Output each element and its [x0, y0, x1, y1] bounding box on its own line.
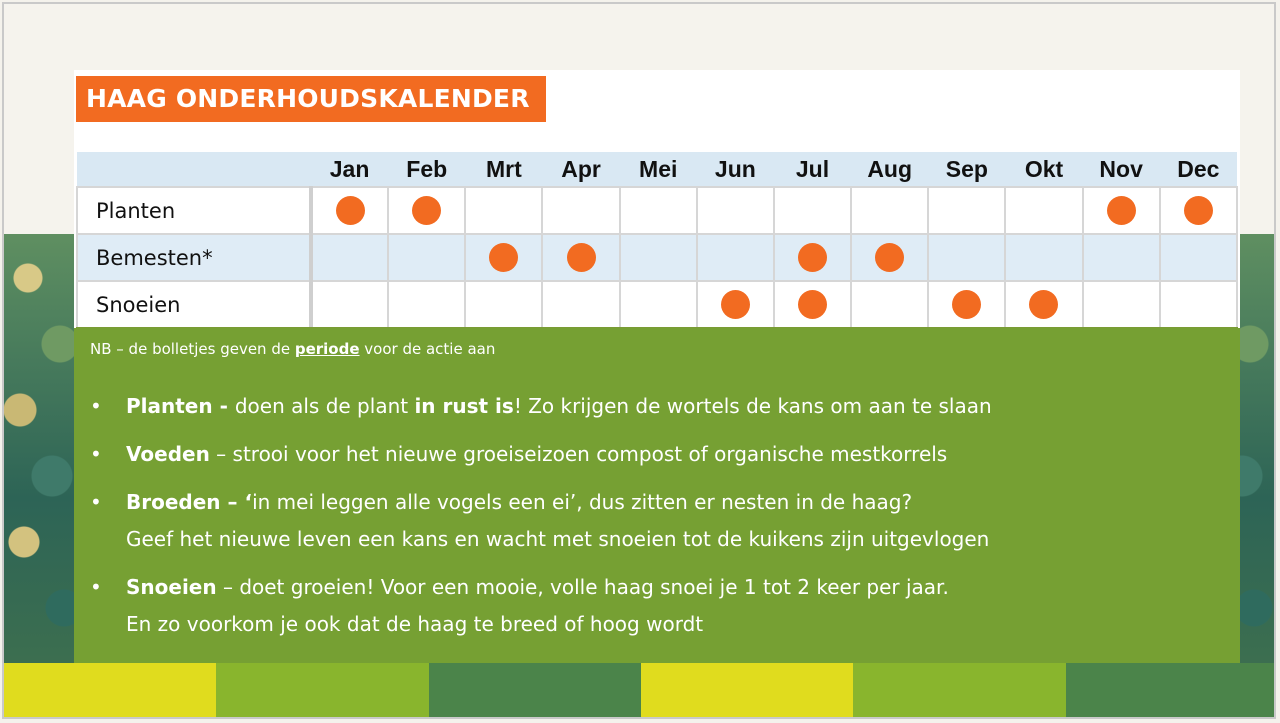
note-text-line2: Geef het nieuwe leven een kans en wacht met snoeien tot de kuikens zijn uitgevlogen	[126, 527, 990, 551]
period-dot-icon	[412, 196, 441, 225]
calendar-cell	[1160, 187, 1237, 234]
month-header-feb: Feb	[388, 152, 465, 187]
note-text-part: doen als de plant	[234, 394, 415, 418]
legend-note-prefix: NB – de bolletjes geven de	[90, 340, 295, 358]
month-header-sep: Sep	[928, 152, 1005, 187]
bullet-icon: •	[90, 442, 102, 466]
period-dot-icon	[489, 243, 518, 272]
month-header-mrt: Mrt	[465, 152, 542, 187]
footer-color-bar	[853, 663, 1065, 717]
page-title: HAAG ONDERHOUDSKALENDER	[76, 76, 546, 122]
calendar-cell	[388, 187, 465, 234]
calendar-cell	[1005, 234, 1082, 281]
calendar-row	[77, 281, 1237, 329]
note-item	[88, 484, 1218, 558]
calendar-cell	[542, 187, 619, 234]
calendar-cell	[697, 187, 774, 234]
calendar-cell	[928, 187, 1005, 234]
calendar-cell	[620, 187, 697, 234]
row-label: Snoeien	[77, 281, 311, 329]
period-dot-icon	[875, 243, 904, 272]
calendar-cell	[774, 234, 851, 281]
period-dot-icon	[798, 243, 827, 272]
note-item	[88, 436, 1218, 473]
bullet-icon: •	[90, 490, 102, 514]
calendar-cell	[851, 187, 928, 234]
calendar-cell	[620, 281, 697, 329]
calendar-row	[77, 234, 1237, 281]
note-text-part: ! Zo krijgen de wortels de kans om aan te slaan	[513, 394, 992, 418]
calendar-cell	[697, 234, 774, 281]
note-text-part: in rust is	[414, 394, 514, 418]
legend-note-emphasis: periode	[294, 340, 360, 358]
calendar-cell	[1083, 234, 1160, 281]
month-header-dec: Dec	[1160, 152, 1237, 187]
footer-color-bar	[429, 663, 641, 717]
calendar-cell	[774, 281, 851, 329]
note-text-part: – strooi voor het nieuwe groeiseizoen compost of organische mestkorrels	[209, 442, 948, 466]
note-text-part: Planten -	[126, 394, 235, 418]
calendar-cell	[928, 281, 1005, 329]
corner-cell	[77, 152, 311, 187]
calendar-cell	[465, 281, 542, 329]
calendar-cell	[928, 234, 1005, 281]
maintenance-calendar-table	[76, 152, 1238, 331]
notes-panel	[74, 328, 1240, 667]
note-text-part: – doet groeien! Voor een mooie, volle haag snoei je 1 tot 2 keer per jaar.	[216, 575, 949, 599]
period-dot-icon	[798, 290, 827, 319]
note-item	[88, 388, 1218, 425]
month-header-jan: Jan	[311, 152, 388, 187]
note-text-line2: En zo voorkom je ook dat de haag te breed of hoog wordt	[126, 612, 704, 636]
footer-color-bars	[4, 663, 1276, 717]
calendar-cell	[1160, 234, 1237, 281]
row-label: Planten	[77, 187, 311, 234]
period-dot-icon	[1107, 196, 1136, 225]
calendar-cell	[851, 234, 928, 281]
calendar-cell	[1083, 281, 1160, 329]
legend-note	[90, 340, 495, 358]
calendar-cell	[851, 281, 928, 329]
calendar-cell	[542, 281, 619, 329]
period-dot-icon	[952, 290, 981, 319]
calendar-cell	[542, 234, 619, 281]
foliage-decoration-left	[4, 234, 84, 674]
calendar-cell	[465, 187, 542, 234]
bullet-icon: •	[90, 575, 102, 599]
note-text-part: Broeden – ‘	[126, 490, 253, 514]
month-header-row	[77, 152, 1237, 187]
calendar-cell	[311, 281, 388, 329]
calendar-cell	[1005, 281, 1082, 329]
period-dot-icon	[336, 196, 365, 225]
month-header-aug: Aug	[851, 152, 928, 187]
row-label: Bemesten*	[77, 234, 311, 281]
period-dot-icon	[1029, 290, 1058, 319]
slide	[74, 70, 1240, 667]
footer-color-bar	[4, 663, 216, 717]
month-header-nov: Nov	[1083, 152, 1160, 187]
note-text-part: Snoeien	[126, 575, 217, 599]
calendar-cell	[311, 234, 388, 281]
month-header-apr: Apr	[542, 152, 619, 187]
notes-list	[88, 388, 1218, 654]
calendar-cell	[697, 281, 774, 329]
period-dot-icon	[721, 290, 750, 319]
calendar-cell	[465, 234, 542, 281]
note-text-part: in mei leggen alle vogels een ei’, dus zitten er nesten in de haag?	[252, 490, 913, 514]
calendar-cell	[1083, 187, 1160, 234]
note-item	[88, 569, 1218, 643]
calendar-cell	[1005, 187, 1082, 234]
month-header-mei: Mei	[620, 152, 697, 187]
calendar-cell	[388, 281, 465, 329]
footer-color-bar	[641, 663, 853, 717]
month-header-jul: Jul	[774, 152, 851, 187]
month-header-jun: Jun	[697, 152, 774, 187]
calendar-cell	[1160, 281, 1237, 329]
footer-color-bar	[216, 663, 428, 717]
slide-frame	[2, 2, 1276, 719]
calendar-row	[77, 187, 1237, 234]
period-dot-icon	[1184, 196, 1213, 225]
note-text-part: Voeden	[126, 442, 210, 466]
calendar-cell	[388, 234, 465, 281]
month-header-okt: Okt	[1005, 152, 1082, 187]
period-dot-icon	[567, 243, 596, 272]
calendar-cell	[311, 187, 388, 234]
legend-note-suffix: voor de actie aan	[359, 340, 496, 358]
calendar-cell	[620, 234, 697, 281]
calendar-cell	[774, 187, 851, 234]
footer-color-bar	[1066, 663, 1276, 717]
bullet-icon: •	[90, 394, 102, 418]
